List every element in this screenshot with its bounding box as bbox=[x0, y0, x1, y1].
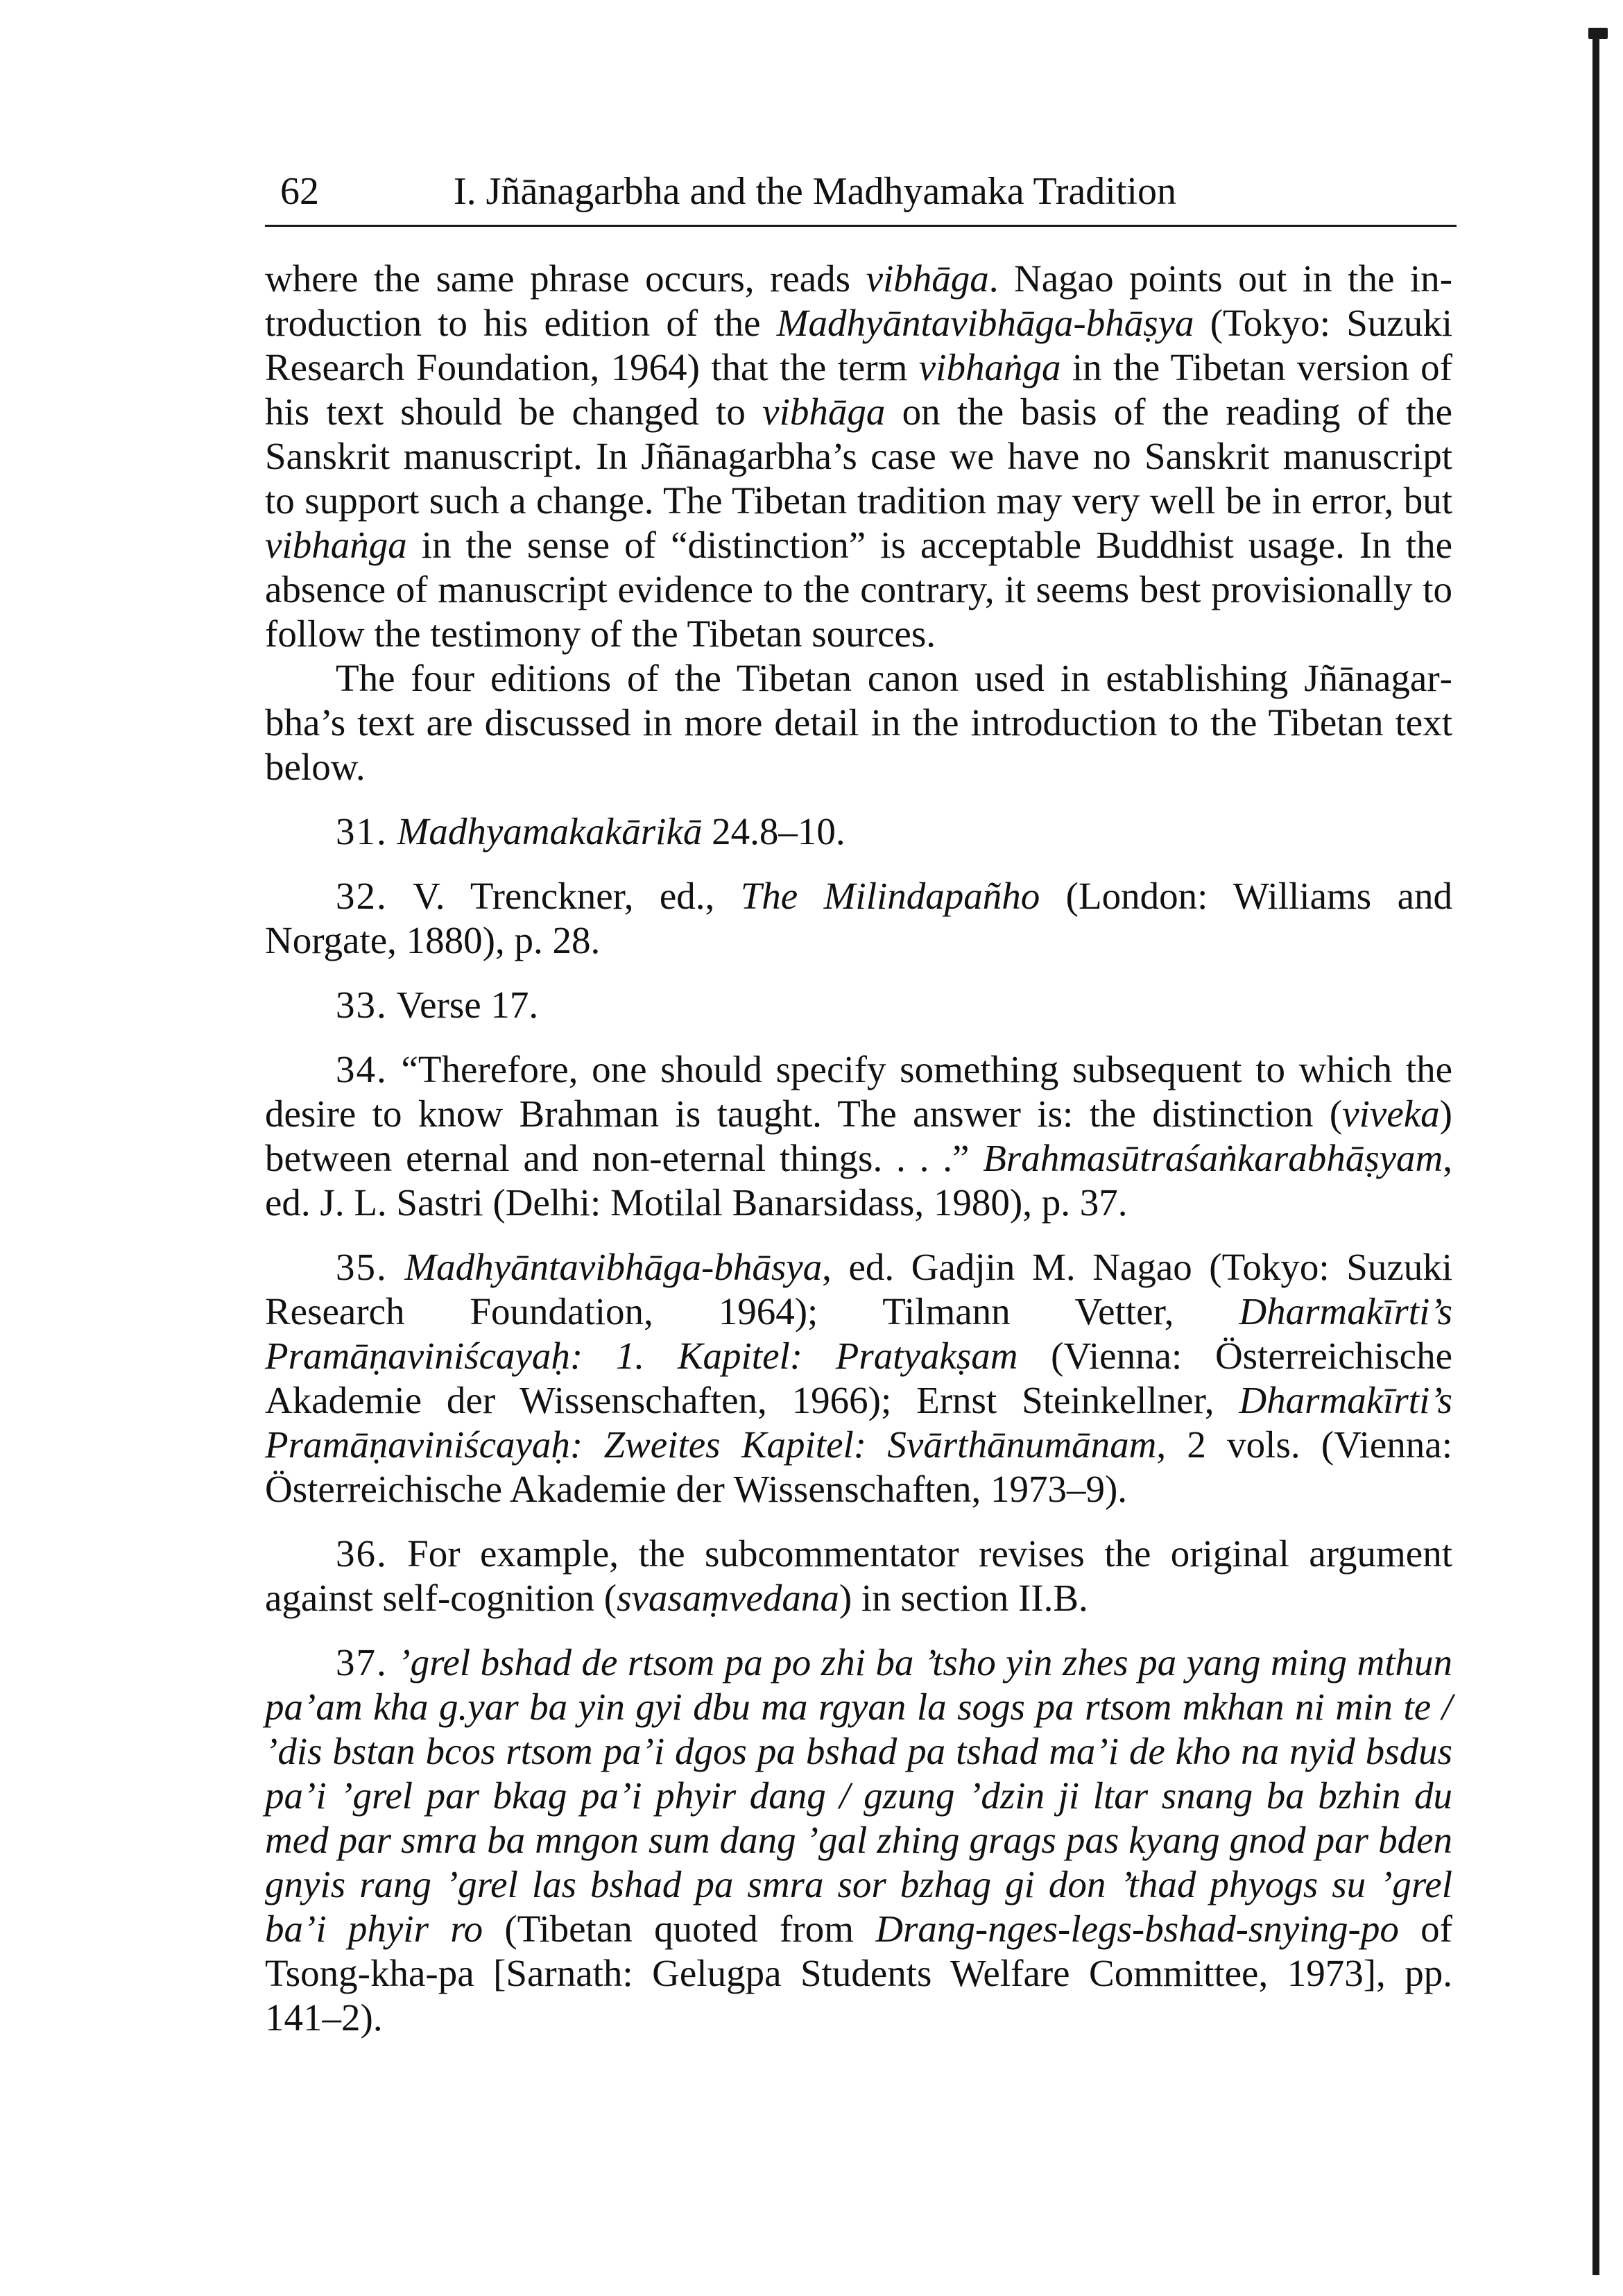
text-run: , ed. J. L. Sastri (Delhi: Motilal Banarsidass, 1980), p. 37. bbox=[265, 1137, 1452, 1224]
body-paragraph-1 bbox=[265, 257, 1452, 656]
italic-title: Drang-nges-legs-bshad-snying-po bbox=[875, 1908, 1399, 1950]
note-36 bbox=[265, 1532, 1452, 1620]
text-run: on the basis of the reading of the Sanskrit manuscript. In Jñānagarbha’s case we have no Sanskrit manuscript to support such a change. The Tibetan tradition may very well be in error, but bbox=[265, 391, 1452, 522]
italic-term: vibhāga bbox=[762, 391, 886, 433]
note-32 bbox=[265, 874, 1452, 963]
italic-title: Madhyāntavibhāga-bhāṣya bbox=[776, 302, 1194, 344]
text-run: ) in section II.B. bbox=[839, 1577, 1088, 1619]
text-run: Verse 17. bbox=[387, 984, 539, 1026]
text-run: , ed. Gadjin M. Nagao (Tokyo: Suzuki Research Foundation, 1964); Tilmann Vetter, bbox=[265, 1246, 1453, 1333]
italic-title: Dharmakīrti’s Pramāṇaviniścayaḥ: Zweites Kapitel: Svārthānumānam bbox=[265, 1379, 1452, 1466]
text-run: For example, the subcommentator revises the original argument against self-cognition ( bbox=[265, 1532, 1452, 1619]
running-head bbox=[265, 161, 1457, 227]
text-run: ) between eternal and non-eternal things. . . .” bbox=[265, 1093, 1452, 1179]
text-run: (Tokyo: Suzuki Research Foundation, 1964) that the term bbox=[265, 302, 1452, 388]
note-35 bbox=[265, 1245, 1452, 1511]
note-34 bbox=[265, 1047, 1452, 1225]
running-title: I. Jñānagarbha and the Madhyamaka Tradition bbox=[454, 170, 1176, 213]
text-run: (Tibetan quoted from bbox=[483, 1908, 876, 1950]
text-run: “Therefore, one should specify something subsequent to which the desire to know Brahman is taught. The answer is: the distinction ( bbox=[265, 1048, 1452, 1135]
note-number: 33. bbox=[336, 984, 388, 1026]
note-31 bbox=[265, 809, 1452, 854]
text-run: (Vienna: Österreichische Akademie der Wissenschaften, 1966); Ernst Steinkellner, bbox=[265, 1335, 1452, 1421]
text-run: . Nagao points out in the introduction to his edition of the bbox=[265, 257, 1453, 344]
text-run: V. Trenckner, ed., bbox=[387, 875, 741, 917]
note-number: 31. bbox=[336, 810, 388, 853]
italic-title: Dharmakīrti’s Pramāṇaviniścayaḥ: 1. Kapitel: Pratyakṣam bbox=[265, 1290, 1452, 1377]
note-number: 37. bbox=[336, 1641, 388, 1684]
note-37 bbox=[265, 1640, 1452, 2040]
italic-term: svasaṃvedana bbox=[617, 1577, 839, 1619]
italic-tibetan-quote: ’grel bshad de rtsom pa po zhi ba ’tsho yin zhes pa yang ming mthun pa’am kha g.yar ba yin gyi dbu ma rgyan la sogs pa rtsom mkhan ni min te / ’dis bstan bcos rtsom pa’i dgos pa bshad pa tshad ma’i de kho na nyid bsdus pa’i ’grel par bkag pa’i phyir dang / gzung ’dzin ji ltar snang ba bzhin du med par smra ba mngon sum dang ’gal zhing grags pas kyang gnod par bden gnyis rang ’grel las bshad pa smra sor bzhag gi don ’thad phyogs su ’grel ba’i phyir ro bbox=[265, 1641, 1453, 1950]
italic-title: Madhyamakakārikā bbox=[397, 810, 703, 853]
note-number: 35. bbox=[336, 1246, 388, 1288]
body-paragraph-2: The four editions of the Tibetan canon used in establishing Jñānagarbha’s text are discussed in more detail in the introduction to the Tibetan text below. bbox=[265, 657, 1452, 788]
text-run: where the same phrase occurs, reads bbox=[265, 257, 866, 300]
text-run: (London: Williams and Norgate, 1880), p. 28. bbox=[265, 875, 1452, 961]
note-number: 34. bbox=[336, 1048, 388, 1090]
note-33 bbox=[265, 983, 1452, 1027]
italic-term: vibhāga bbox=[866, 257, 989, 300]
text-run: , 2 vols. (Vienna: Österreichische Akademie der Wissenschaften, 1973–9). bbox=[265, 1423, 1452, 1510]
italic-term: viveka bbox=[1342, 1093, 1440, 1135]
note-number: 32. bbox=[336, 875, 388, 917]
text-run: of Tsong-kha-pa [Sarnath: Gelugpa Students Welfare Committee, 1973], pp. 141–2). bbox=[265, 1908, 1452, 2039]
page-edge-shadow bbox=[1592, 35, 1599, 2275]
text-column bbox=[265, 257, 1452, 2040]
italic-term: vibhaṅga bbox=[265, 524, 407, 566]
italic-title: Madhyāntavibhāga-bhāsya bbox=[404, 1246, 823, 1288]
italic-term: vibhaṅga bbox=[918, 346, 1061, 388]
italic-title: Brahmasūtraśaṅkarabhāṣyam bbox=[983, 1137, 1443, 1179]
text-run: in the Tibetan version of his text should be changed to bbox=[265, 346, 1452, 433]
text-run: in the sense of “distinction” is acceptable Buddhist usage. In the absence of manuscript evidence to the contrary, it seems best provisionally to follow the testimony of the Tibetan sources. bbox=[265, 524, 1452, 655]
note-number: 36. bbox=[336, 1532, 388, 1575]
text-run: 24.8–10. bbox=[702, 810, 845, 853]
italic-title: The Milindapañho bbox=[740, 875, 1040, 917]
page-number: 62 bbox=[280, 170, 319, 213]
